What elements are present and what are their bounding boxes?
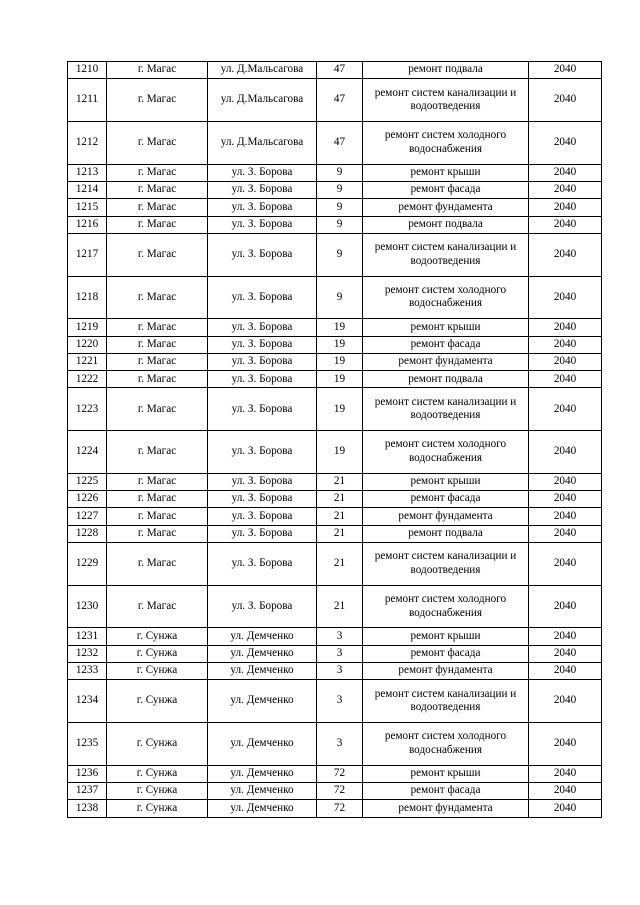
cell-house: 47 [317,121,363,164]
cell-city: г. Магас [107,216,208,233]
cell-work-type: ремонт систем канализации и водоотведения [363,542,529,585]
table-row [68,388,602,431]
cell-street: ул. Д.Мальсагова [208,62,317,79]
table-row [68,431,602,474]
cell-year: 2040 [529,164,602,181]
cell-house: 19 [317,336,363,353]
cell-house: 3 [317,645,363,662]
cell-street: ул. Демченко [208,765,317,782]
cell-year: 2040 [529,233,602,276]
cell-year: 2040 [529,491,602,508]
cell-work-type: ремонт систем холодного водоснабжения [363,722,529,765]
table-row [68,121,602,164]
cell-year: 2040 [529,645,602,662]
cell-work-type: ремонт систем холодного водоснабжения [363,276,529,319]
cell-year: 2040 [529,319,602,336]
cell-year: 2040 [529,181,602,198]
cell-street: ул. З. Борова [208,388,317,431]
cell-house: 19 [317,353,363,370]
cell-house: 9 [317,164,363,181]
cell-year: 2040 [529,431,602,474]
cell-house: 3 [317,680,363,723]
cell-work-type: ремонт фундамента [363,199,529,216]
table-row [68,542,602,585]
cell-street: ул. Демченко [208,628,317,645]
cell-street: ул. З. Борова [208,353,317,370]
cell-house: 19 [317,319,363,336]
cell-number: 1218 [68,276,107,319]
table-row [68,645,602,662]
cell-street: ул. Демченко [208,722,317,765]
cell-city: г. Сунжа [107,722,208,765]
cell-house: 47 [317,62,363,79]
cell-work-type: ремонт систем канализации и водоотведения [363,680,529,723]
cell-number: 1219 [68,319,107,336]
cell-number: 1228 [68,525,107,542]
cell-year: 2040 [529,121,602,164]
cell-year: 2040 [529,473,602,490]
cell-street: ул. З. Борова [208,431,317,474]
table-row [68,233,602,276]
cell-number: 1227 [68,508,107,525]
cell-work-type: ремонт фасада [363,491,529,508]
cell-number: 1220 [68,336,107,353]
cell-work-type: ремонт крыши [363,473,529,490]
cell-city: г. Сунжа [107,628,208,645]
cell-house: 19 [317,388,363,431]
cell-city: г. Магас [107,542,208,585]
cell-city: г. Сунжа [107,645,208,662]
cell-house: 9 [317,216,363,233]
cell-city: г. Магас [107,276,208,319]
cell-street: ул. З. Борова [208,525,317,542]
cell-street: ул. Д.Мальсагова [208,79,317,122]
cell-year: 2040 [529,508,602,525]
cell-year: 2040 [529,628,602,645]
cell-number: 1221 [68,353,107,370]
cell-street: ул. З. Борова [208,473,317,490]
cell-year: 2040 [529,662,602,679]
cell-work-type: ремонт фасада [363,782,529,799]
cell-city: г. Сунжа [107,800,208,817]
cell-house: 21 [317,585,363,628]
cell-work-type: ремонт систем холодного водоснабжения [363,431,529,474]
table-row [68,628,602,645]
cell-year: 2040 [529,216,602,233]
cell-year: 2040 [529,542,602,585]
cell-number: 1210 [68,62,107,79]
table-body [68,62,602,818]
cell-number: 1229 [68,542,107,585]
cell-street: ул. Демченко [208,782,317,799]
table-row [68,508,602,525]
cell-number: 1230 [68,585,107,628]
cell-year: 2040 [529,62,602,79]
cell-house: 3 [317,722,363,765]
cell-number: 1236 [68,765,107,782]
cell-city: г. Магас [107,62,208,79]
cell-number: 1215 [68,199,107,216]
table-row [68,216,602,233]
cell-number: 1213 [68,164,107,181]
cell-year: 2040 [529,680,602,723]
cell-city: г. Магас [107,388,208,431]
table-row [68,800,602,817]
cell-city: г. Магас [107,508,208,525]
cell-work-type: ремонт крыши [363,319,529,336]
cell-year: 2040 [529,722,602,765]
cell-house: 9 [317,233,363,276]
cell-street: ул. Демченко [208,800,317,817]
cell-street: ул. З. Борова [208,336,317,353]
cell-house: 21 [317,542,363,585]
cell-work-type: ремонт крыши [363,765,529,782]
cell-street: ул. Демченко [208,645,317,662]
cell-house: 72 [317,765,363,782]
cell-city: г. Сунжа [107,782,208,799]
cell-work-type: ремонт систем канализации и водоотведения [363,79,529,122]
table-row [68,491,602,508]
cell-city: г. Сунжа [107,662,208,679]
table-row [68,680,602,723]
cell-city: г. Магас [107,181,208,198]
cell-city: г. Магас [107,585,208,628]
cell-house: 72 [317,782,363,799]
cell-number: 1225 [68,473,107,490]
cell-number: 1216 [68,216,107,233]
cell-number: 1232 [68,645,107,662]
cell-city: г. Магас [107,319,208,336]
cell-year: 2040 [529,800,602,817]
cell-city: г. Магас [107,473,208,490]
cell-street: ул. З. Борова [208,181,317,198]
cell-house: 21 [317,508,363,525]
cell-city: г. Магас [107,371,208,388]
table-row [68,662,602,679]
table-row [68,276,602,319]
cell-year: 2040 [529,371,602,388]
cell-work-type: ремонт фасада [363,181,529,198]
table-row [68,722,602,765]
cell-house: 21 [317,525,363,542]
cell-number: 1212 [68,121,107,164]
cell-number: 1234 [68,680,107,723]
cell-number: 1231 [68,628,107,645]
table-row [68,765,602,782]
cell-city: г. Магас [107,233,208,276]
cell-city: г. Сунжа [107,765,208,782]
cell-work-type: ремонт фасада [363,645,529,662]
cell-street: ул. З. Борова [208,585,317,628]
cell-number: 1214 [68,181,107,198]
cell-street: ул. Демченко [208,680,317,723]
table-row [68,181,602,198]
cell-city: г. Магас [107,525,208,542]
cell-year: 2040 [529,79,602,122]
cell-house: 72 [317,800,363,817]
cell-city: г. Магас [107,164,208,181]
cell-street: ул. З. Борова [208,542,317,585]
cell-work-type: ремонт систем канализации и водоотведения [363,388,529,431]
table-row [68,199,602,216]
cell-number: 1226 [68,491,107,508]
table-row [68,585,602,628]
repair-schedule-table [67,61,602,818]
cell-house: 21 [317,473,363,490]
cell-street: ул. З. Борова [208,491,317,508]
cell-street: ул. З. Борова [208,233,317,276]
cell-work-type: ремонт фундамента [363,800,529,817]
cell-year: 2040 [529,336,602,353]
cell-work-type: ремонт крыши [363,164,529,181]
cell-house: 19 [317,371,363,388]
cell-house: 47 [317,79,363,122]
cell-street: ул. Д.Мальсагова [208,121,317,164]
cell-house: 19 [317,431,363,474]
cell-work-type: ремонт фундамента [363,508,529,525]
cell-city: г. Сунжа [107,680,208,723]
cell-work-type: ремонт фундамента [363,662,529,679]
cell-year: 2040 [529,525,602,542]
cell-city: г. Магас [107,199,208,216]
cell-number: 1233 [68,662,107,679]
cell-work-type: ремонт фундамента [363,353,529,370]
cell-year: 2040 [529,782,602,799]
cell-city: г. Магас [107,431,208,474]
cell-street: ул. З. Борова [208,508,317,525]
cell-number: 1235 [68,722,107,765]
cell-work-type: ремонт систем холодного водоснабжения [363,585,529,628]
cell-number: 1224 [68,431,107,474]
cell-number: 1238 [68,800,107,817]
cell-city: г. Магас [107,353,208,370]
cell-year: 2040 [529,765,602,782]
cell-street: ул. Демченко [208,662,317,679]
table-row [68,336,602,353]
cell-house: 9 [317,199,363,216]
table-row [68,353,602,370]
cell-work-type: ремонт подвала [363,525,529,542]
table-row [68,62,602,79]
cell-number: 1217 [68,233,107,276]
cell-city: г. Магас [107,79,208,122]
cell-city: г. Магас [107,336,208,353]
cell-house: 21 [317,491,363,508]
cell-street: ул. З. Борова [208,276,317,319]
table-row [68,782,602,799]
table-row [68,164,602,181]
cell-work-type: ремонт подвала [363,62,529,79]
cell-city: г. Магас [107,121,208,164]
cell-street: ул. З. Борова [208,371,317,388]
cell-year: 2040 [529,199,602,216]
cell-number: 1223 [68,388,107,431]
cell-street: ул. З. Борова [208,199,317,216]
cell-street: ул. З. Борова [208,216,317,233]
cell-year: 2040 [529,585,602,628]
cell-work-type: ремонт подвала [363,216,529,233]
cell-house: 9 [317,276,363,319]
cell-number: 1222 [68,371,107,388]
cell-street: ул. З. Борова [208,164,317,181]
cell-work-type: ремонт систем холодного водоснабжения [363,121,529,164]
cell-work-type: ремонт крыши [363,628,529,645]
cell-year: 2040 [529,388,602,431]
table-row [68,371,602,388]
table-row [68,473,602,490]
cell-year: 2040 [529,276,602,319]
cell-city: г. Магас [107,491,208,508]
cell-year: 2040 [529,353,602,370]
cell-house: 9 [317,181,363,198]
cell-house: 3 [317,628,363,645]
table-row [68,525,602,542]
table-row [68,79,602,122]
cell-work-type: ремонт систем канализации и водоотведения [363,233,529,276]
cell-number: 1237 [68,782,107,799]
cell-street: ул. З. Борова [208,319,317,336]
cell-work-type: ремонт подвала [363,371,529,388]
cell-work-type: ремонт фасада [363,336,529,353]
table-row [68,319,602,336]
cell-number: 1211 [68,79,107,122]
cell-house: 3 [317,662,363,679]
